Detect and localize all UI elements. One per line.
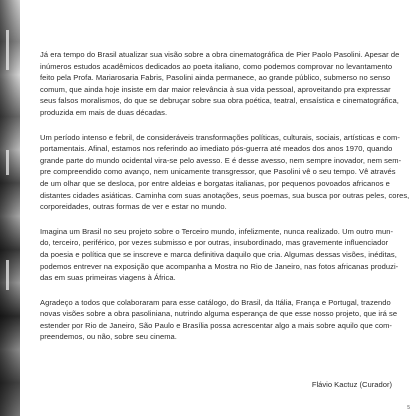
text-line: Já era tempo do Brasil atualizar sua visão sobre a obra cinematográfica de Pier Paolo Pasolini. Apesar de xyxy=(40,50,400,59)
text-line: produzida em mais de duas décadas. xyxy=(40,107,168,117)
paragraph-2 xyxy=(40,132,410,213)
text-line: grande parte do mundo ocidental vira-se pelo avesso. E é desse avesso, nem sempre inovador, nem sem- xyxy=(40,155,402,165)
text-line: preendemos, ou não, sobre seu cinema. xyxy=(40,332,177,342)
text-line: feito pela Profa. Mariarosaria Fabris, Pasolini ainda permanece, ao grande público, submerso no senso xyxy=(40,73,391,83)
curator-signature: Flávio Kactuz (Curador) xyxy=(311,380,392,389)
photo-highlight xyxy=(6,30,9,70)
photo-highlight xyxy=(6,150,9,175)
paragraph-3 xyxy=(40,226,402,284)
page-number: 5 xyxy=(407,405,410,411)
text-line: seus falsos moralismos, do que se debruçar sobre sua obra poética, teatral, ensaística e cinematográfica, xyxy=(40,96,399,106)
photo-edge-strip xyxy=(0,0,20,416)
text-line: Agradeço a todos que colaboraram para esse catálogo, do Brasil, da Itália, França e Portugal, trazendo xyxy=(40,297,391,307)
text-line: das em suas primeiras viagens à África. xyxy=(40,273,176,283)
text-line: da poesia e política que se inscreve e marca definitiva daquilo que cria. Algumas dessas visões, inéditas, xyxy=(40,249,397,259)
body-text xyxy=(40,49,410,356)
text-line: de um olhar que se desloca, por entre aldeias e borgatas italianas, por pequenos povoados africanos e xyxy=(40,178,390,188)
text-line: corporeidades, outras formas de ver e estar no mundo. xyxy=(40,202,227,212)
text-line: estender por Rio de Janeiro, São Paulo e Brasília possa acrescentar algo a mais sobre aquilo que com- xyxy=(40,320,392,330)
text-line: Imagina um Brasil no seu projeto sobre o Terceiro mundo, infelizmente, nunca realizado. Um outro mun- xyxy=(40,226,394,236)
text-line: comum, que ainda hoje insiste em dar maior relevância à sua vida pessoal, aproveitando pra expressar xyxy=(40,84,391,94)
text-line: pre compreendido como avanço, nem unicamente transgressor, que Pasolini vê o seu tempo. Vê através xyxy=(40,167,396,177)
text-line: novas visões sobre a obra pasoliniana, nutrindo alguma esperança de que esse nosso projeto, que irá se xyxy=(40,309,398,319)
photo-highlight xyxy=(6,260,9,290)
text-line: portamentais. Afinal, estamos nos referindo ao imediato pós-guerra até meados dos anos 1970, quando xyxy=(40,144,393,154)
text-line: inúmeros estudos acadêmicos dedicados ao poeta italiano, como podemos comprovar no levantamento xyxy=(40,61,393,71)
paragraph-4 xyxy=(40,297,402,343)
text-line: distantes cidades asiáticas. Caminha com suas anotações, seus poemas, sua busca por outras peles, cores, xyxy=(40,190,410,200)
text-line: Um período intenso e febril, de consideráveis transformações políticas, culturais, sociais, artísticas e com- xyxy=(40,132,400,142)
text-line: do, terceiro, periférico, por vezes submisso e por outras, insubordinado, mas gravemente influenciador xyxy=(40,238,389,248)
text-line: podemos entrever na exposição que acompanha a Mostra no Rio de Janeiro, nas fotos africanas produzi- xyxy=(40,261,399,271)
paragraph-1 xyxy=(40,49,402,119)
